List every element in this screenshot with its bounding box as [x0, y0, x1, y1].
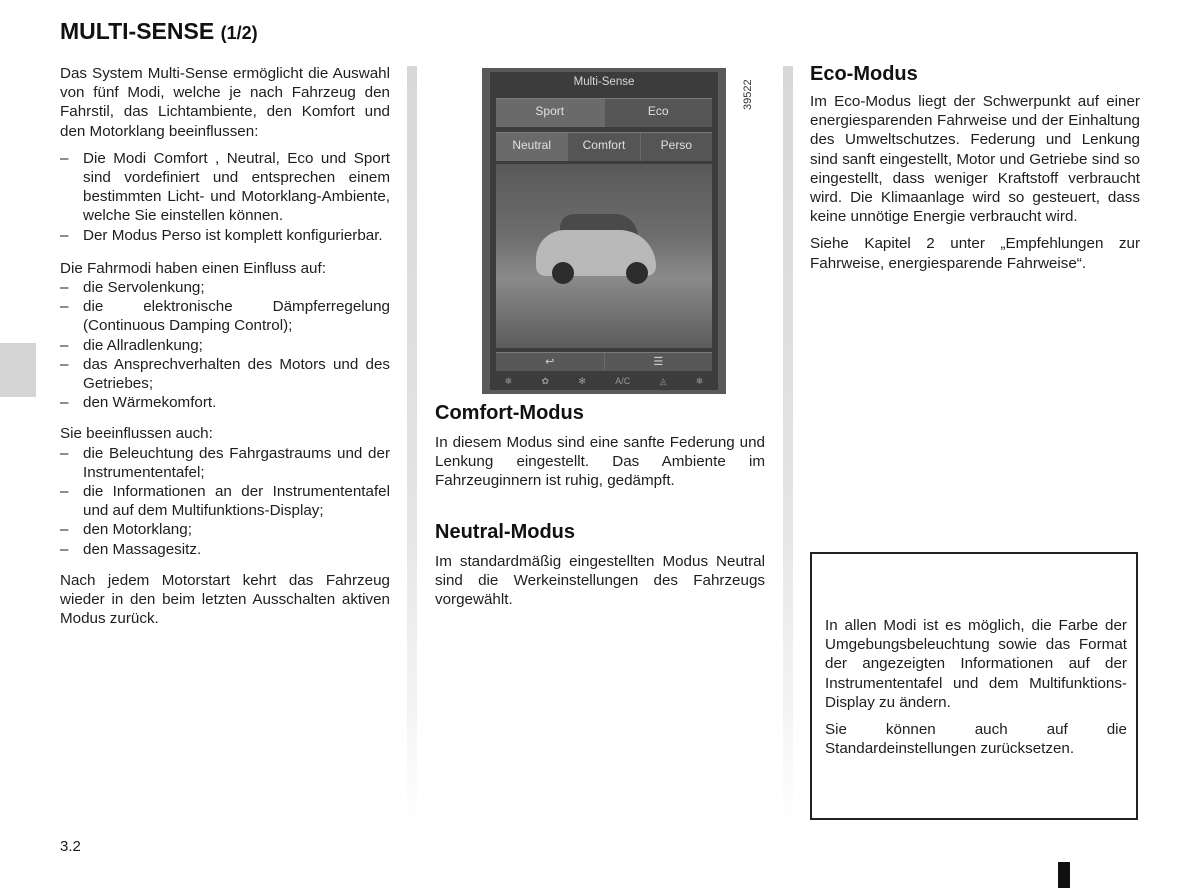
list-item: – den Motorklang;	[60, 520, 390, 539]
mode-button-eco: Eco	[647, 104, 669, 118]
list-item: – Der Modus Perso ist komplett konfigurierbar.	[60, 226, 390, 245]
seat-icon: ✿	[541, 376, 550, 386]
eco-heading: Eco-Modus	[810, 63, 918, 85]
neutral-heading: Neutral-Modus	[435, 521, 575, 543]
list-item: – die Informationen an der Instrumententafel und auf dem Multifunktions-Display;	[60, 482, 390, 520]
list-item: – das Ansprechverhalten des Motors und des Getriebes;	[60, 355, 390, 393]
ac-label: A/C	[615, 376, 631, 386]
also-heading: Sie beeinflussen auch:	[60, 425, 213, 443]
car-wheel	[626, 262, 648, 284]
note-box	[810, 552, 1138, 820]
page-number: 3.2	[60, 838, 81, 855]
mode-button-sport: Sport	[496, 99, 605, 127]
also-list	[60, 444, 390, 559]
list-item: – die Servolenkung;	[60, 278, 390, 297]
eco-section	[810, 92, 1140, 281]
climate-icon: ❄	[695, 376, 704, 386]
intro-list	[60, 149, 390, 245]
image-reference-number: 39522	[742, 79, 754, 110]
car-wheel	[552, 262, 574, 284]
neutral-paragraph: Im standardmäßig eingestellten Modus Neutral sind die Werkeinstellungen des Fahrzeugs vorgewählt.	[435, 553, 765, 609]
mode-button-comfort: Comfort	[568, 133, 640, 161]
title-text: MULTI-SENSE	[60, 18, 215, 44]
influence-heading: Die Fahrmodi haben einen Einfluss auf:	[60, 259, 326, 277]
screen-title: Multi-Sense	[573, 76, 635, 88]
list-item: – den Wärmekomfort.	[60, 393, 390, 412]
closing-paragraph: Nach jedem Motorstart kehrt das Fahrzeug wieder in den beim letzten Ausschalten aktiven Modus zurück.	[60, 571, 390, 628]
left-column	[60, 64, 390, 636]
list-item: – den Massagesitz.	[60, 540, 390, 559]
note-paragraph: Sie können auch auf die Standardeinstellungen zurücksetzen.	[825, 721, 1127, 758]
multi-sense-screen-image	[482, 68, 726, 394]
climate-icon: ❄	[504, 376, 513, 386]
list-item: – Die Modi Comfort , Neutral, Eco und Sport sind vordefiniert und entsprechen einem bestimmten Licht- und Motorklang-Ambiente, welche Sie einstellen können.	[60, 149, 390, 226]
page-edge-marker	[1058, 862, 1070, 888]
neutral-section	[435, 552, 765, 618]
intro-paragraph: Das System Multi-Sense ermöglicht die Auswahl von fünf Modi, welche je nach Fahrzeug den Fahrstil, das Lichtambiente, den Komfort und den Motorklang beeinflussen:	[60, 65, 390, 140]
mode-row-top	[496, 98, 712, 127]
page-title	[60, 18, 258, 45]
list-item: – die Allradlenkung;	[60, 336, 390, 355]
note-content	[825, 616, 1127, 766]
column-divider	[407, 66, 417, 826]
screen-bottom-bar	[496, 352, 712, 371]
comfort-paragraph: In diesem Modus sind eine sanfte Federung und Lenkung eingestellt. Das Ambiente im Fahrzeuginnern ist ruhig, gedämpft.	[435, 434, 765, 490]
climate-icon-row	[490, 374, 718, 388]
back-icon: ↩	[496, 353, 605, 371]
column-divider	[783, 66, 793, 826]
list-item: – die Beleuchtung des Fahrgastraums und der Instrumententafel;	[60, 444, 390, 482]
comfort-section	[435, 433, 765, 499]
note-paragraph: In allen Modi ist es möglich, die Farbe der Umgebungsbeleuchtung sowie das Format der angezeigten Informationen auf der Instrumententafel und dem Multifunktions-Display zu ändern.	[825, 617, 1127, 711]
eco-reference: Siehe Kapitel 2 unter „Empfehlungen zur Fahrweise, energiesparende Fahrweise“.	[810, 235, 1140, 272]
chapter-tab	[0, 343, 36, 397]
title-part: (1/2)	[220, 23, 258, 43]
list-item: – die elektronische Dämpferregelung (Continuous Damping Control);	[60, 297, 390, 335]
mode-button-perso: Perso	[660, 138, 692, 152]
comfort-heading: Comfort-Modus	[435, 402, 584, 424]
eco-paragraph: Im Eco-Modus liegt der Schwerpunkt auf einer energiesparenden Fahrweise und der Einhaltung des Umweltschutzes. Federung und Lenkung sind sanft eingestellt, Motor und Getriebe sind so eingestellt, dass weniger Kraftstoff verbraucht wird. Die Klimaanlage wird so gesteuert, dass keine unnötige Energie verbraucht wird.	[810, 93, 1140, 226]
fan-icon: ✻	[578, 376, 586, 386]
screen-display	[490, 72, 718, 390]
influence-list	[60, 278, 390, 412]
mode-button-neutral: Neutral	[496, 133, 568, 161]
defrost-icon: ◬	[659, 376, 667, 386]
car-illustration	[496, 164, 712, 348]
menu-icon: ☰	[653, 356, 664, 368]
mode-row-bottom	[496, 132, 712, 161]
